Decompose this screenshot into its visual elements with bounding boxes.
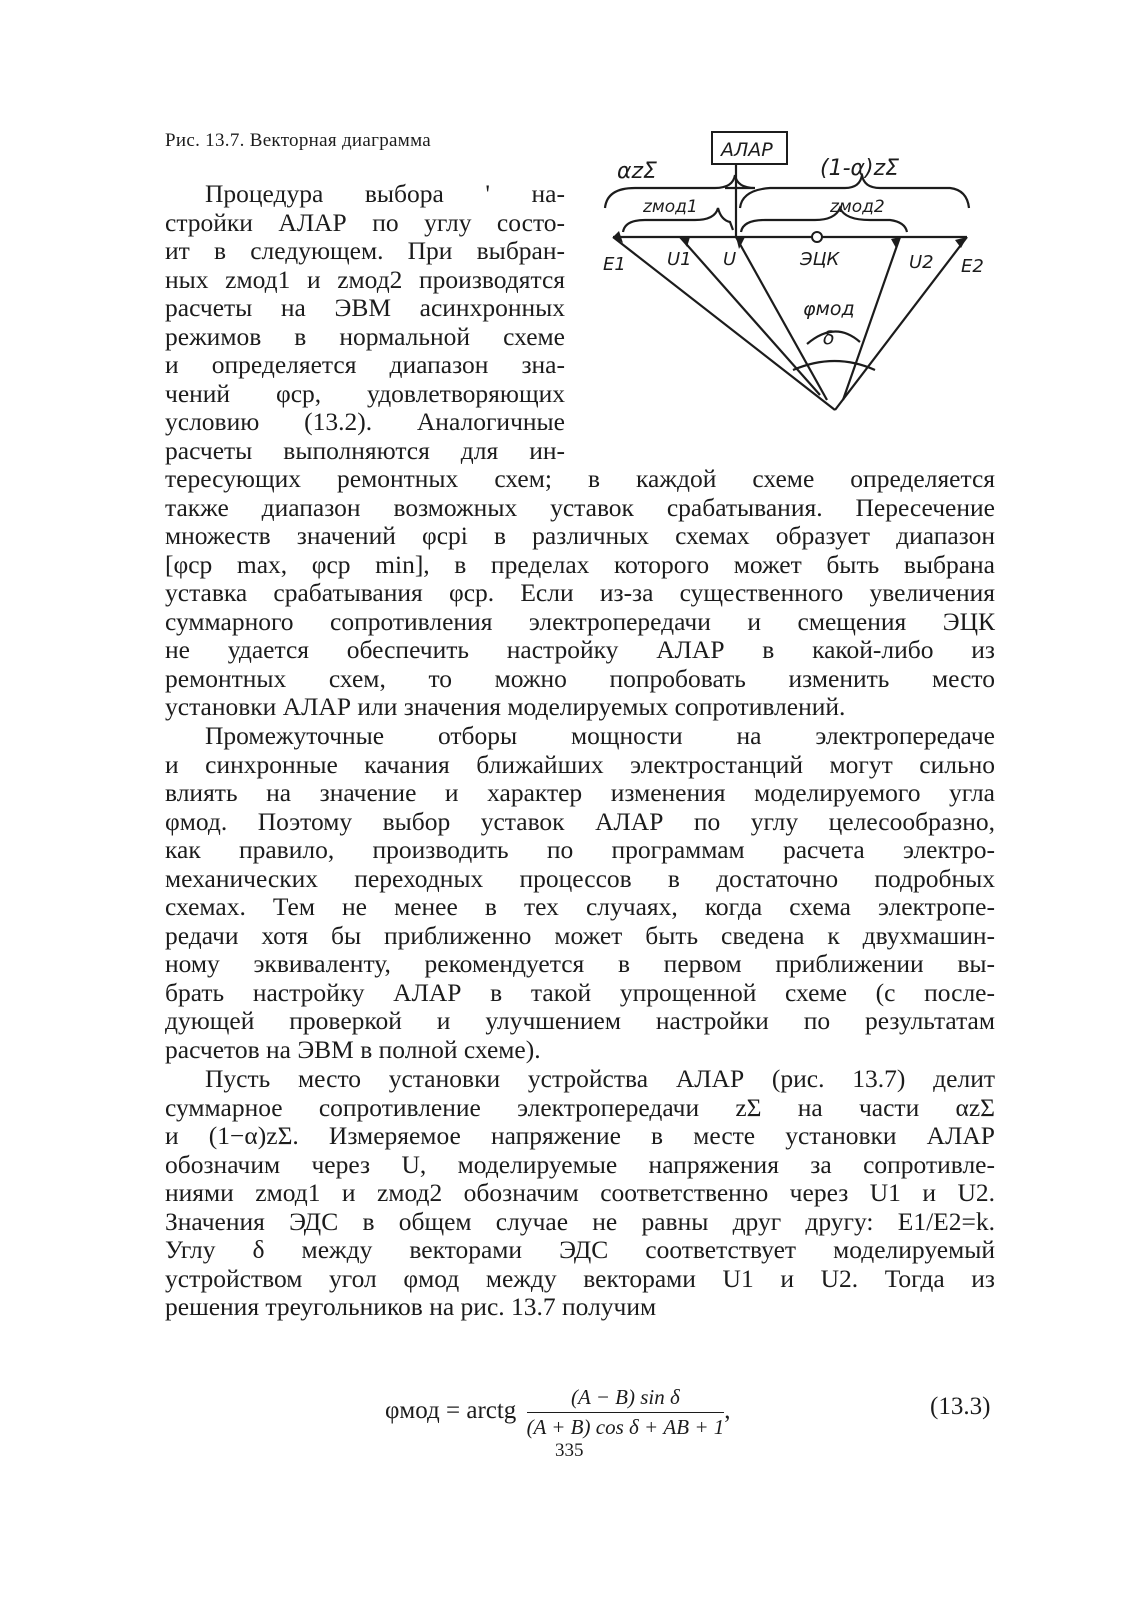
paragraph-1-narrow [165,180,565,465]
text-line: Процедура выбора ' на- [205,179,565,208]
text-line: расчетов на ЭВМ в полной схеме). [165,1034,541,1064]
text-line: Пусть место установки устройства АЛАР (рис. 13.7) делит [205,1064,995,1093]
text-line: ному эквиваленту, рекомендуется в первом приближении вы- [165,949,995,978]
text-line: расчеты выполняются для ин- [165,435,565,465]
figure-caption: Рис. 13.7. Векторная диаграмма [165,130,431,151]
ecc-point [812,232,822,242]
text-line: не удается обеспечить настройку АЛАР в какой-либо из [165,635,995,664]
vector-diagram [595,120,995,420]
text-line: решения треугольников на рис. 13.7 получим [165,1292,657,1321]
text-line: режимов в нормальной схеме [165,321,565,351]
paragraph-2 [165,722,995,1064]
text-line: схемах. Тем не менее в тех случаях, когда схема электропе- [165,892,995,921]
text-line: суммарное сопротивление электропередачи zΣ на части αzΣ [165,1092,995,1122]
alpha-z-label: αzΣ [617,159,657,184]
text-line: ных zмод1 и zмод2 производятся [165,264,565,294]
formula-trail: , [724,1397,731,1425]
text-line: установки АЛАР или значения моделируемых сопротивлений. [165,692,846,721]
delta-label: δ [823,327,835,349]
text-line: устройством угол φмод между векторами U1 и U2. Тогда из [165,1263,995,1293]
text-line: и (1−α)zΣ. Измеряемое напряжение в месте установки АЛАР [165,1121,995,1150]
text-line: Промежуточные отборы мощности на электропередаче [205,721,995,750]
zmod1-label: zмод1 [643,197,698,217]
u2-label: U2 [909,252,934,273]
e1-label: E1 [603,254,626,275]
phi-mod-label: φмод [803,298,855,320]
e2-label: E2 [961,256,984,277]
text-line: [φср max, φср min], в пределах которого может быть выбрана [165,549,995,579]
page-number: 335 [555,1440,584,1461]
text-line: влиять на значение и характер изменения моделируемого угла [165,778,995,807]
text-line: ниями zмод1 и zмод2 обозначим соответственно через U1 и U2. [165,1178,995,1207]
text-line: суммарного сопротивления электропередачи и смещения ЭЦК [165,606,995,636]
formula-denominator: (A + B) cos δ + AB + 1 [526,1415,725,1439]
text-line: расчеты на ЭВМ асинхронных [165,293,565,322]
paragraph-1-wide [165,465,995,722]
text-line: как правило, производить по программам расчета электро- [165,835,995,864]
text-line: дующей проверкой и улучшением настройки по результатам [165,1006,995,1035]
u-label: U [723,249,737,270]
text-line: также диапазон возможных уставок срабатывания. Пересечение [165,492,995,522]
text-line: φмод. Поэтому выбор уставок АЛАР по углу целесообразно, [165,806,995,836]
text-line: множеств значений φсрi в различных схемах образует диапазон [165,521,995,550]
text-line: ремонтных схем, то можно попробовать изменить место [165,663,995,693]
one-minus-alpha-label: (1-α)zΣ [820,156,900,181]
text-line: чений φср, удовлетворяющих [165,378,565,408]
paragraph-3 [165,1065,995,1322]
text-line: обозначим через U, моделируемые напряжения за сопротивле- [165,1149,995,1179]
text-line: и определяется диапазон зна- [165,350,565,379]
text-line: механических переходных процессов в достаточно подробных [165,863,995,893]
formula-numerator: (A − B) sin δ [527,1385,725,1413]
ecc-label: ЭЦК [800,249,840,270]
text-line: стройки АЛАР по углу состо- [165,207,565,237]
alar-label: АЛАР [721,139,773,161]
text-line: брать настройку АЛАР в такой упрощенной схеме (с после- [165,977,995,1007]
formula-fraction [527,1385,725,1440]
text-line: и синхронные качания ближайших электростанций могут сильно [165,749,995,779]
zmod2-label: zмод2 [830,197,885,217]
text-line: Углу δ между векторами ЭДС соответствует моделируемый [165,1235,995,1264]
text-line: ит в следующем. При выбран- [165,236,565,265]
formula-lhs: φмод = arctg [385,1397,517,1425]
text-line: тересующих ремонтных схем; в каждой схеме определяется [165,464,995,493]
equation-number: (13.3) [930,1393,991,1420]
text-line: уставка срабатывания φср. Если из-за существенного увеличения [165,578,995,607]
text-line: Значения ЭДС в общем случае не равны друг другу: E1/E2=k. [165,1206,995,1236]
text-line: редачи хотя бы приближенно может быть сведена к двухмашин- [165,920,995,950]
formula-13-3 [385,1385,731,1440]
text-line: условию (13.2). Аналогичные [165,407,565,436]
u1-label: U1 [667,249,692,270]
